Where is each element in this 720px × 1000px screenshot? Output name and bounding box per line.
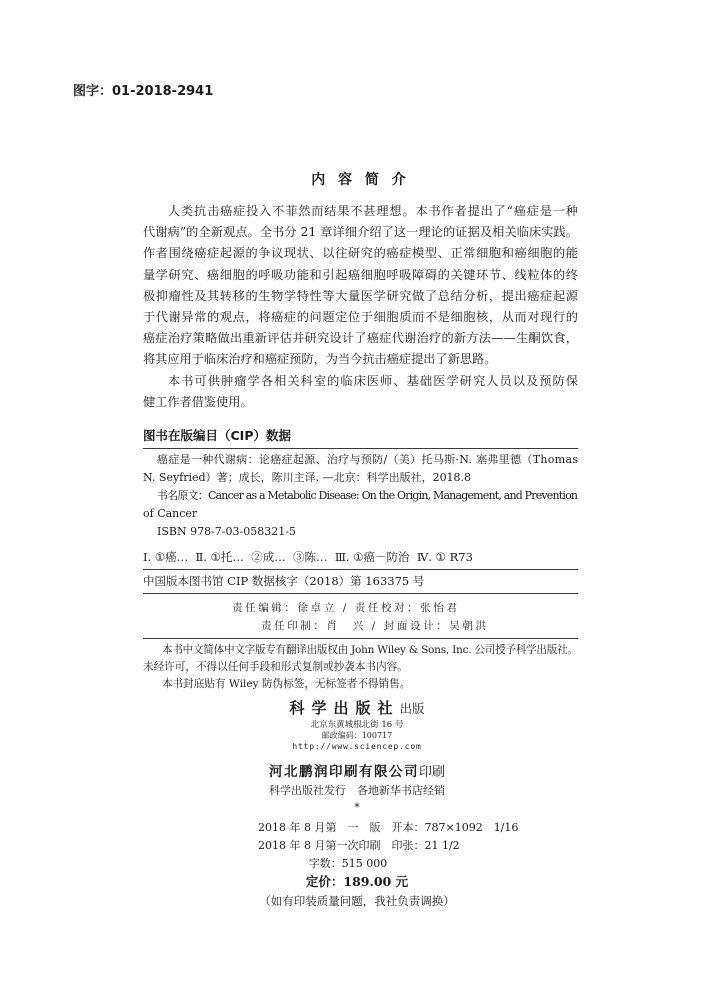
price: 定价：189.00 元 bbox=[305, 874, 409, 889]
intro-line: 极抑瘤性及其转移的生物学特性等大量医学研究做了总结分析，提出癌症起源 bbox=[143, 289, 579, 303]
quality-note: （如有印装质量问题，我社负责调换） bbox=[259, 894, 455, 908]
printer-suffix: 印刷 bbox=[418, 765, 445, 780]
separator-asterisk: * bbox=[354, 801, 360, 814]
publisher-suffix: 出版 bbox=[399, 701, 425, 716]
intro-line: 代谢病”的全新观点。全书分 21 章详细介绍了这一理论的证据及相关临床实践。 bbox=[143, 225, 579, 239]
cip-entry-line: 癌症是一种代谢病：论癌症起源、治疗与预防/（美）托马斯·N. 塞弗里德（Thomas bbox=[157, 453, 579, 466]
copyright-notice: 未经许可，不得以任何手段和形式复制或抄袭本书内容。 bbox=[143, 661, 408, 673]
intro-line: 作者围绕癌症起源的争议现状、以往研究的癌症模型、正常细胞和癌细胞的能 bbox=[143, 246, 579, 260]
cip-classification-rule bbox=[143, 569, 578, 570]
publisher-name: 科学出版社 bbox=[289, 699, 400, 717]
impression-line: 2018 年 8 月第一次印刷 印张：21 1/2 bbox=[258, 839, 460, 852]
cip-heading-rule bbox=[143, 448, 578, 449]
cip-entry-line: of Cancer bbox=[143, 507, 198, 520]
printer-name: 河北鹏润印刷有限公司 bbox=[268, 764, 419, 780]
production-credits: 责任印制：肖 兴 / 封面设计：吴朝洪 bbox=[261, 620, 489, 632]
intro-line: 于代谢异常的观点，将癌症的问题定位于细胞质而不是细胞核，从而对现行的 bbox=[143, 310, 579, 324]
intro-line: 人类抗击癌症投入不菲然而结果不甚理想。本书作者提出了“癌症是一种 bbox=[168, 204, 579, 218]
intro-line: 本书可供肿瘤学各相关科室的临床医师、基础医学研究人员以及预防保 bbox=[168, 374, 580, 388]
publisher-imprint bbox=[143, 698, 571, 719]
intro-line: 癌症治疗策略做出重新评估并研究设计了癌症代谢治疗的新方法——生酮饮食， bbox=[143, 331, 579, 345]
publisher-address: 北京东黄城根北街 16 号 bbox=[310, 720, 404, 730]
anti-counterfeit-notice: 本书封底贴有 Wiley 防伪标签，无标签者不得销售。 bbox=[162, 678, 411, 690]
copyright-notice: 本书中文简体中文字版专有翻译出版权由 John Wiley & Sons, Inc. 公司授予科学出版社。 bbox=[162, 644, 578, 656]
edition-line: 2018 年 8 月第 一 版 开本：787×1092 1/16 bbox=[258, 821, 519, 834]
cip-isbn: ISBN 978-7-03-058321-5 bbox=[157, 525, 296, 538]
intro-line: 健工作者借鉴使用。 bbox=[143, 395, 253, 409]
intro-title: 内 容 简 介 bbox=[311, 172, 410, 188]
cip-heading: 图书在版编目（CIP）数据 bbox=[143, 428, 291, 443]
cip-classification: Ⅰ. ①癌… Ⅱ. ①托… ②成… ③陈… Ⅲ. ①癌－防治 Ⅳ. ① R73 bbox=[143, 550, 473, 564]
permit-number: 图字：01-2018-2941 bbox=[73, 84, 214, 99]
cip-entry-line: N. Seyfried）著；成长，陈川主译. —北京：科学出版社，2018.8 bbox=[143, 471, 472, 484]
cip-number-rule bbox=[143, 593, 578, 594]
publisher-postcode: 邮政编码：100717 bbox=[321, 731, 393, 740]
cip-number: 中国版本图书馆 CIP 数据核字（2018）第 163375 号 bbox=[143, 574, 425, 588]
distribution-line: 科学出版社发行 各地新华书店经销 bbox=[269, 784, 445, 797]
credits-rule bbox=[143, 638, 578, 639]
intro-line: 将其应用于临床治疗和癌症预防，为当今抗击癌症提出了新思路。 bbox=[143, 352, 497, 366]
word-count: 字数：515 000 bbox=[308, 857, 388, 870]
editor-credits: 责任编辑：徐卓立 / 责任校对：张怡君 bbox=[232, 602, 460, 614]
intro-line: 量学研究、癌细胞的呼吸功能和引起癌细胞呼吸障碍的关键环节、线粒体的终 bbox=[143, 268, 579, 282]
cip-entry-line: 书名原文：Cancer as a Metabolic Disease: On the Origin, Management, and Prevention bbox=[157, 489, 578, 502]
publisher-url: http://www.sciencep.com bbox=[292, 742, 422, 751]
printer-imprint bbox=[143, 762, 571, 782]
